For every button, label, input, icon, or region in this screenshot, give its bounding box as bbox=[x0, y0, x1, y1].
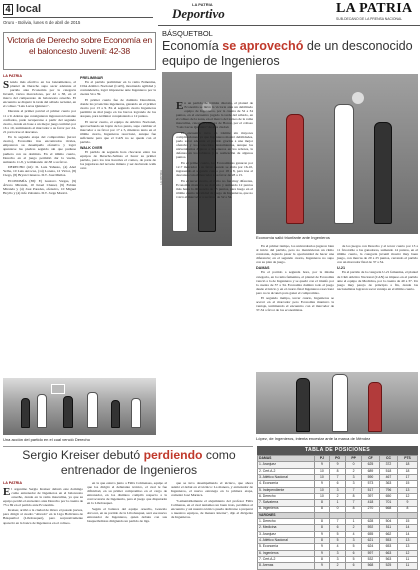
stat-cell: 5 bbox=[329, 538, 345, 544]
story2-paragraph: El encuentro tuvo un trámite sin mayores complicaciones, ya que Ingenieros mostró debilidades, pudo sacar adelante el partido gracias a una mejor ofensiva y los conocidos lanzamientos, aunque los universitarios dejaron a Ingenieros en los rebotes, la defensa en los tableros y la realización de algunos puntos. bbox=[176, 130, 253, 160]
standings-title: TABLA DE POSICIONES bbox=[257, 446, 418, 455]
story2-subhead: DAMAS bbox=[256, 265, 270, 270]
masthead-rule bbox=[158, 25, 420, 26]
stat-cell: 8 bbox=[397, 506, 417, 512]
stat-cell: 2 bbox=[346, 525, 362, 531]
stat-cell: 372 bbox=[379, 462, 397, 468]
story3-title-part: Sergio Kreiser debutó bbox=[22, 448, 144, 462]
stat-cell: 668 bbox=[379, 506, 397, 512]
stat-cell: 592 bbox=[361, 525, 379, 531]
story1-paragraph: El primer cuarto fue de dominio Derechista, donde las jovencitas ingenieras, ganando en el primer cuarto por 13 a 9. En el segundo cuarto Ingenieros permitió su mal juego en los barcos logrando de los ataques, para terminar conquistando a 12 puntos. bbox=[80, 97, 156, 119]
team-name-cell: 5. Independiente bbox=[258, 487, 315, 493]
stat-cell: 363 bbox=[379, 481, 397, 487]
stat-cell: 2 bbox=[329, 493, 345, 499]
player-figure bbox=[111, 400, 120, 428]
stat-cell: 6 bbox=[346, 563, 362, 569]
team-name-cell: 6. Derecho bbox=[258, 493, 315, 499]
stat-cell: 6 bbox=[346, 550, 362, 556]
stat-cell: 7 bbox=[329, 474, 345, 480]
story2-photo1-caption: Economía salió triunfante ante Ingenieros bbox=[256, 235, 330, 240]
player-figure bbox=[332, 374, 348, 432]
group-label: VARONES bbox=[258, 512, 315, 518]
stat-cell: 624 bbox=[361, 544, 379, 550]
stat-cell: 8 bbox=[315, 538, 330, 544]
team-name-cell: 1. Derecho bbox=[258, 519, 315, 525]
stat-cell: 8 bbox=[315, 557, 330, 563]
stat-cell: 18 bbox=[397, 462, 417, 468]
story1-paragraph: En la segunda etapa del compromiso (tercer cuarto), Economía tras encontrados rivales, empataron su desempeño ofensivo y logró apuntarse las piedras seguido sin que pudiese pudiera con su dominio. En el último cuarto, Derecho en el juego permitió dar la vuelta, sumando 11-8, y terminando 42-38 a su favor. bbox=[3, 135, 76, 164]
stat-cell: 12 bbox=[397, 550, 417, 556]
stat-cell: 563 bbox=[379, 557, 397, 563]
stat-cell: 8 bbox=[315, 519, 330, 525]
column-header: PTS bbox=[397, 456, 417, 462]
stat-cell: 9 bbox=[315, 563, 330, 569]
stat-cell: 511 bbox=[379, 525, 397, 531]
stat-cell: 9 bbox=[329, 462, 345, 468]
stat-cell: 9 bbox=[315, 544, 330, 550]
paper-logo: LA PATRIA bbox=[336, 1, 413, 16]
stat-cell: 517 bbox=[361, 487, 379, 493]
story3-title bbox=[3, 448, 255, 477]
stat-cell: 17 bbox=[397, 474, 417, 480]
story1-subhead: PRELIMINAR bbox=[80, 75, 103, 80]
stat-cell: 14 bbox=[397, 531, 417, 537]
story2-paragraph: En el primer cuarto, los Economistas ganaron por 12-7 marcador a su favor cuando se abría por 16-10, ingresando el segundo cuarto por 18 a 8, para irse al descanso con el marcador a su favor de 28 a 15. bbox=[176, 160, 253, 177]
column-header: PP bbox=[346, 456, 362, 462]
stat-cell: 5 bbox=[346, 557, 362, 563]
story3-paragraph: El argentino Sergio Kreiser debutó este domingo como entrenador de Ingenieros en el baloncesto oruerño, donde en la rama masculina, ya que su equipo perdió el encuentro ante Derecho por la cuenta de 73 a 69 en el partido ante Economía. bbox=[3, 485, 83, 507]
player-figure bbox=[63, 396, 73, 428]
stat-cell: 7 bbox=[346, 500, 362, 506]
player-figure bbox=[87, 392, 98, 428]
player-figure bbox=[334, 104, 354, 224]
column-header: PJ bbox=[315, 456, 330, 462]
team-name-cell: 1. Aranjuez bbox=[258, 462, 315, 468]
stat-cell: 270 bbox=[361, 506, 379, 512]
story2-paragraph: En el tercer cuarto, el ritmo no fue muy diferente, Economía mantuvo su dominio y sumando 12 puntos más hasta la diferencia de 15 puntos, para luego en el último cuarto la calidad de juego de Ingenieros, que no volcó el marcador a su favor de 52 a 34. bbox=[176, 178, 253, 199]
story2-paragraph: En el partido a segunda hora, por la misma categoría, en la rama femenina, el plantel de Economía venció a la de Ingenieros y se quedó con el triunfo por la cuenta de 37 a 34. Economía dominó todo el juego desde el inicio y en el cuarto final Ingenieros reaccionó pero no le alcanzó para ganar el compromiso. bbox=[256, 270, 334, 295]
section-rule bbox=[3, 17, 153, 18]
stat-cell: 8 bbox=[315, 500, 330, 506]
story2-photo2-caption: López, de Ingenieros, intenta encestar ante la marca de Méndez bbox=[256, 436, 371, 441]
stat-cell: 655 bbox=[361, 531, 379, 537]
stat-cell: 18 bbox=[397, 468, 417, 474]
stat-cell: 532 bbox=[361, 557, 379, 563]
player-figure bbox=[368, 382, 382, 432]
table-row bbox=[258, 563, 418, 569]
page-number-box: 4 bbox=[3, 4, 13, 15]
team-name-cell: 4. Atlético Nacional bbox=[258, 538, 315, 544]
team-name-cell: 7. Cert.A-2 bbox=[258, 557, 315, 563]
story2-paragraph: En el primer tiempo, los universitarios jugaron bien al inicio del partido, pero no mantuvieron un ritmo constante, dejando pasar la oportunidad de hacer una diferencia; en el segundo cuarto, Ingenieros no supo con su plan de juego. bbox=[256, 244, 334, 265]
standings-table bbox=[257, 446, 418, 568]
team-name-cell: 8. Ingenieros bbox=[258, 506, 315, 512]
stat-cell: 3 bbox=[329, 557, 345, 563]
story3-title-highlight: perdiendo bbox=[143, 448, 203, 462]
stat-cell: 662 bbox=[379, 531, 397, 537]
story2-title bbox=[162, 39, 418, 68]
stat-cell: 13 bbox=[397, 544, 417, 550]
story1-photo bbox=[3, 378, 156, 435]
stat-cell: 2 bbox=[346, 468, 362, 474]
stat-cell: 8 bbox=[315, 506, 330, 512]
team-name-cell: 3. Aranjuez bbox=[258, 531, 315, 537]
story3-col2 bbox=[87, 481, 167, 545]
story3-byline: LA PATRIA bbox=[3, 481, 22, 485]
stat-cell: 0 bbox=[329, 506, 345, 512]
story1-paragraph: ECONOMÍA (38): E) Gustavo Vargas, (9) Álvaro Miranda, 10 Israel Chanel, (9) Fabian Miranda y (4) José Paredes, ofensivo, 10 Miguel Hoyllo y (4) Jefe Zabaleta. D.T. Jorge Maraví. bbox=[3, 179, 76, 196]
team-name-cell: 6. Ingenieros bbox=[258, 550, 315, 556]
team-name-cell: 4. Economía bbox=[258, 481, 315, 487]
stat-cell: 418 bbox=[361, 500, 379, 506]
story2-photo2 bbox=[256, 372, 418, 434]
story1-byline: LA PATRIA bbox=[3, 74, 22, 78]
story3-paragraph: Según el balance del equipo oruerño, Gonzalo Alcocer, en su partido de la Libobasquet, será ese nuevo entrenador de Ingenieros, quien debuta con sus basquetbolistas dirigiendo un partido de liga. bbox=[87, 506, 167, 524]
story1-paragraph: Siendo más efectivo en los lanzamientos, el plantel de Derecho supo sacar adelante el partido ante Economía por la categoría Juvenil, varios marcadores, por 42 a 38, en el marco del campeonato de baloncesto oruerño. El encuentro se disputó la tarde del sábado recienté, en el coliseo "Luis Lucas Quintero". bbox=[3, 78, 76, 108]
stat-cell: 9 bbox=[315, 531, 330, 537]
stat-cell: 525 bbox=[379, 563, 397, 569]
column-header: CC bbox=[379, 456, 397, 462]
stat-cell: 4 bbox=[346, 531, 362, 537]
stat-cell: 6 bbox=[329, 525, 345, 531]
stat-cell: 568 bbox=[361, 563, 379, 569]
stat-cell: 5 bbox=[329, 531, 345, 537]
player-figure bbox=[37, 394, 47, 428]
stat-cell: 13 bbox=[397, 487, 417, 493]
player-figure bbox=[286, 114, 304, 224]
story3-paragraph: en la que estuvo junto a Félix Colmenaes, equipo al que los dirigió el debutante técnico, el cual le fue dificultad, en su primer compromiso en el cargo de entrenador, en los distintos compiló respecto a la convocatoria de Ingeniería, para el juego que disputarán en la Libobasquet. bbox=[87, 481, 167, 506]
team-name-cell: 8. Arenas bbox=[258, 563, 315, 569]
stat-cell: 10 bbox=[315, 474, 330, 480]
player-figure bbox=[131, 398, 141, 428]
ball bbox=[352, 92, 364, 104]
stat-cell: 621 bbox=[361, 538, 379, 544]
divider bbox=[3, 446, 253, 447]
stat-cell: 7 bbox=[329, 519, 345, 525]
story3-col3 bbox=[171, 481, 253, 545]
stat-cell: 3 bbox=[346, 481, 362, 487]
stat-cell: 650 bbox=[379, 493, 397, 499]
stat-cell: 0 bbox=[346, 462, 362, 468]
team-name-cell: 2. Medicina bbox=[258, 525, 315, 531]
stat-cell: 10 bbox=[315, 493, 330, 499]
stat-cell: 15 bbox=[397, 481, 417, 487]
team-name-cell: 3. Atlético Nacional bbox=[258, 474, 315, 480]
story3-paragraph: "Lamentablemente el alejamiento del profesor Félix Colmenas, en el cual teníamos un buen trato, perdimos el encuentro y así nuestro técnico pueda dedicarse a preparar a nuestros equipos, de manera interna", dijo el dirigente de Ingenieros. bbox=[171, 498, 253, 519]
team-name-cell: 2. Cert.A-2 bbox=[258, 468, 315, 474]
story1-paragraph: El tercer cuarto, el equipo de Atlético Nacional, aprovechando un bajón de los punto, supo cambiar el marcador a su favor por 17 a 5, mientras tanto en el último cuarto, Ingenieros reaccionó, aunque fue suficiente para que el CAN no se quede con el partido. bbox=[80, 119, 156, 144]
story1-subhead: WALK OVER bbox=[80, 145, 103, 150]
story1-title-box bbox=[3, 32, 156, 70]
stat-cell: 3 bbox=[329, 487, 345, 493]
stat-cell: 3 bbox=[329, 550, 345, 556]
story2-paragraph: El segundo tiempo, tercer cuarto, Ingenieros se acercó en el marcador pero Economía mantuvo la ventaja, terminando el encuentro con el marcador de 37-34 a favor de los economistas. bbox=[256, 296, 334, 313]
standings-grid bbox=[257, 455, 418, 570]
stat-cell: 14 bbox=[397, 525, 417, 531]
stat-cell: 10 bbox=[315, 468, 330, 474]
story1-col2 bbox=[80, 74, 156, 376]
column-header: CF bbox=[361, 456, 379, 462]
story3-col1 bbox=[3, 481, 83, 545]
stat-cell: 467 bbox=[379, 474, 397, 480]
stat-cell: 12 bbox=[397, 493, 417, 499]
stat-cell: 9 bbox=[315, 481, 330, 487]
player-figure bbox=[374, 122, 392, 224]
story2-col3 bbox=[337, 244, 418, 369]
stat-cell: 1 bbox=[346, 519, 362, 525]
stat-cell: 7 bbox=[346, 487, 362, 493]
story2-col-main bbox=[176, 101, 253, 421]
stat-cell: 4 bbox=[329, 544, 345, 550]
story1-photo-caption: Una acción del partido en el cual venció Derecho bbox=[3, 437, 90, 442]
stat-cell: 504 bbox=[379, 519, 397, 525]
story1-col1 bbox=[3, 74, 76, 376]
stat-cell: 653 bbox=[379, 544, 397, 550]
stat-cell: 701 bbox=[379, 500, 397, 506]
story2-photo-top-right bbox=[256, 74, 418, 234]
stat-cell: 15 bbox=[397, 519, 417, 525]
story2-title-part: de un desconocido equipo de Ingenieros bbox=[162, 39, 413, 68]
team-name-cell: 5. Economía bbox=[258, 544, 315, 550]
stat-cell: 518 bbox=[379, 468, 397, 474]
player-figure bbox=[21, 398, 30, 428]
stat-cell: 8 bbox=[346, 493, 362, 499]
stat-cell: 590 bbox=[361, 474, 379, 480]
team-name-cell: 7. Salvaterra bbox=[258, 500, 315, 506]
stat-cell: 11 bbox=[397, 557, 417, 563]
masthead bbox=[0, 0, 420, 27]
story1-paragraph: DERECHO (42): D. Luis Yañesto, (4) Abel Yelba, 10 Luis Arrocaz, (14) Lorena, 12 Victor, (8) Ciego, (8) Bryan Cisneros. D.T. José Muñoz. bbox=[3, 165, 76, 178]
story2-kicker: BÁSQUETBOL bbox=[162, 29, 213, 38]
hoop-board bbox=[51, 384, 65, 394]
stat-cell: 5 bbox=[346, 544, 362, 550]
stat-cell: 9 bbox=[315, 462, 330, 468]
stat-cell: 663 bbox=[379, 550, 397, 556]
stat-cell: 9 bbox=[397, 500, 417, 506]
story2-subhead: U-21 bbox=[337, 265, 345, 270]
stat-cell: 397 bbox=[361, 493, 379, 499]
stat-cell: 8 bbox=[315, 525, 330, 531]
supplement-logo: LA PATRIA Deportivo bbox=[172, 2, 225, 21]
stat-cell: 597 bbox=[361, 550, 379, 556]
issue-date: Oruro - Bolivia, lunes 6 de abril de 2015 bbox=[3, 20, 81, 25]
stat-cell: 3 bbox=[346, 474, 362, 480]
stat-cell: 689 bbox=[361, 468, 379, 474]
stat-cell: 8 bbox=[329, 468, 345, 474]
story1-paragraph: Durante el primer parcial el primer cuarto por 11 a 9. Atletas que consiguieron ingresaron bastante confiados, pude recuperarse a partir del segundo cuarto, donde en base a un mejor juego terminó por 16 a 10, terminando el marcador a su favor por 24-21 parra irse al descanso. bbox=[3, 109, 76, 134]
stat-cell: 628 bbox=[361, 519, 379, 525]
column-header: PG bbox=[329, 456, 345, 462]
stat-cell: 625 bbox=[361, 462, 379, 468]
story2-paragraph: de los juegos con Derecho y el tercer cuarto por 13 a 11 favorable a las ganadoras, sumando 14 puntos, en el último cuarto, la categoría juvenil mostró muy buen juego, con marcas de 20 a 25 puntos, cerrando el partido con un marcador final de 37 a 34. bbox=[337, 244, 418, 265]
player-figure bbox=[296, 378, 310, 432]
stat-cell: 9 bbox=[315, 550, 330, 556]
story3-paragraph: Kreiser, arribó a la ciudad de Oruro el pasado jueves, para dirigir al cuadro "Abrado" en la Liga Boliviana de Básquetbol (Libobasquet), pero sorpresivamente apareció en la banca de Ingenieros en el coliseo. bbox=[3, 508, 83, 525]
story1-paragraph: El partido de segunda hora chocaron entre los equipos de Derecho-Salinas el hacer su primer partido, pero los tras hacerles el conteo, de parte de los jugadores del noveno minuto y ser declarado walk over. bbox=[80, 150, 156, 171]
stat-cell: 2 bbox=[329, 563, 345, 569]
story2-paragraph: En un partido de trámite discreto, el plantel de Economía se llevó la victoria ante un debilitado equipo de Ingenieros, por la cuenta de 52 a 34 puntos, en el encuentro jugado la tarde del sábado, en el coliseo de la zona, en el marco del torneo de la rama masculina, categoría Primera de Honor, por el coliseo "Luis Lucas Quintero" de esta ciudad. bbox=[176, 100, 253, 130]
story2-col2 bbox=[256, 244, 334, 369]
stat-cell: 8 bbox=[346, 506, 362, 512]
story2-title-highlight: se aprovechó bbox=[222, 39, 304, 53]
stat-cell: 796 bbox=[379, 487, 397, 493]
story1-paragraph: En el partido preliminar en la rama Femenina, CDA Atlético Nacional (CAN), mostrando agilidad y contundencia, logró imponerse ante Ingenieros por la cuenta 54 a 39. bbox=[80, 80, 156, 97]
stat-cell: 573 bbox=[361, 481, 379, 487]
stat-cell: 3 bbox=[346, 538, 362, 544]
story3-paragraph: que se tuvo desempeñando el técnico, que ahora asistió el debut en el técnico: La manera, y entrenador de Ingenieros, el nuevo estratega en la primera etapa, comentó José Mariaca. bbox=[171, 481, 253, 498]
stat-cell: 553 bbox=[379, 538, 397, 544]
group-label: DAMAS bbox=[258, 456, 315, 462]
stat-cell: 11 bbox=[397, 563, 417, 569]
stat-cell: 6 bbox=[329, 481, 345, 487]
story3-title-part: como entrenador de Ingenieros bbox=[60, 448, 236, 477]
story2-paragraph: En el partido de la categoría U-21 femenina, el plantel de Club Atlético Nacional (CAN) se impuso en el partido ante el equipo de Medicina, por la cuenta de 40 a 37. Un juego muy parejo de principio a fin, donde las nacionalistas lograron sacar ventaja en el último cuarto. bbox=[337, 270, 418, 291]
story2-title-part: Economía bbox=[162, 39, 223, 53]
paper-tagline: SUB-DECANO DE LA PRENSA NACIONAL bbox=[336, 17, 403, 21]
stat-cell: 13 bbox=[397, 538, 417, 544]
section-label: local bbox=[16, 3, 42, 15]
stat-cell: 1 bbox=[329, 500, 345, 506]
stat-cell: 10 bbox=[315, 487, 330, 493]
story1-title: Victoria de Derecho sobre Economía en el baloncesto Juvenil: 42-38 bbox=[7, 35, 152, 56]
photo-credit: LA PATRIA bbox=[159, 170, 163, 185]
